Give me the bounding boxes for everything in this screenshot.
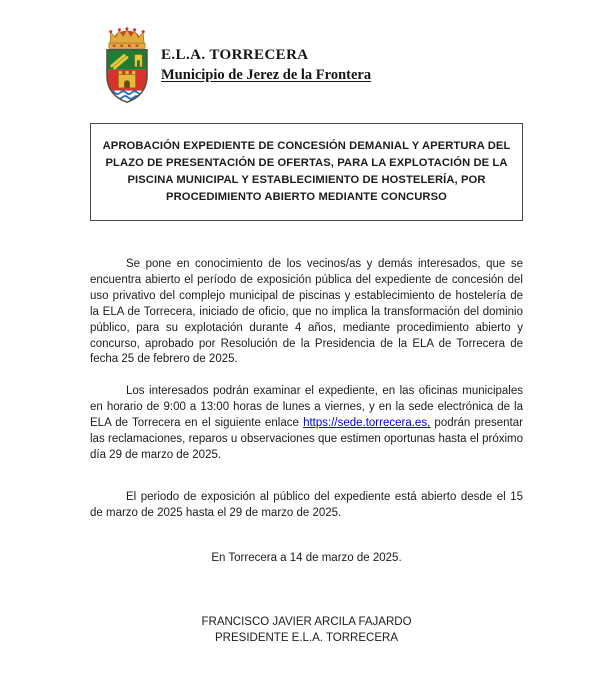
organization-name: E.L.A. TORRECERA bbox=[161, 47, 309, 63]
paragraph-exposicion-publica: Se pone en conocimiento de los vecinos/as y demás interesados, que se encuentra abierto el período de exposición pública del expediente de concesión del uso privativo del complejo municipal de piscinas y establecimiento de hostelería de la ELA de Torrecera, iniciado de oficio, que no implica la transformación del dominio público, para su explotación durante 4 años, mediante procedimiento abierto y concurso, aprobado por Resolución de la Presidencia de la ELA de Torrecera de fecha 25 de febrero de 2025. bbox=[90, 258, 523, 366]
torrecera-coat-of-arms-icon bbox=[98, 25, 156, 105]
notice-title-box bbox=[90, 123, 523, 221]
notice-title: APROBACIÓN EXPEDIENTE DE CONCESIÓN DEMANIAL Y APERTURA DEL PLAZO DE PRESENTACIÓN DE OFERTAS, PARA LA EXPLOTACIÓN DE LA PISCINA MUNICIPAL Y ESTABLECIMIENTO DE HOSTELERÍA, POR PROCEDIMIENTO ABIERTO MEDIANTE CONCURSO bbox=[102, 140, 511, 203]
paragraph-examen-expediente bbox=[90, 384, 523, 464]
signer-title: PRESIDENTE E.L.A. TORRECERA bbox=[215, 631, 398, 644]
signature-block bbox=[90, 614, 523, 646]
document-header bbox=[98, 25, 523, 105]
date-line: En Torrecera a 14 de marzo de 2025. bbox=[211, 551, 402, 564]
paragraph-2-text-before-link: Los interesados podrán examinar el expediente, en las oficinas municipales en horario de 9:00 a 13:00 horas de lunes a viernes, y en la sede electrónica de la ELA de Torrecera en el siguiente enlace bbox=[90, 385, 523, 430]
municipality-name: Municipio de Jerez de la Frontera bbox=[161, 67, 372, 83]
paragraph-2-text-after-link: podrán presentar las reclamaciones, reparos u observaciones que estimen oportunas hasta el próximo día 29 de marzo de 2025. bbox=[90, 417, 523, 461]
signer-name: FRANCISCO JAVIER ARCILA FAJARDO bbox=[201, 615, 412, 628]
header-text-block bbox=[161, 47, 371, 84]
sede-electronica-link[interactable]: https://sede.torrecera.es, bbox=[303, 417, 431, 430]
document-body bbox=[90, 257, 523, 646]
paragraph-periodo-exposicion: El periodo de exposición al público del expediente está abierto desde el 15 de marzo de 2025 hasta el 29 de marzo de 2025. bbox=[90, 490, 523, 519]
